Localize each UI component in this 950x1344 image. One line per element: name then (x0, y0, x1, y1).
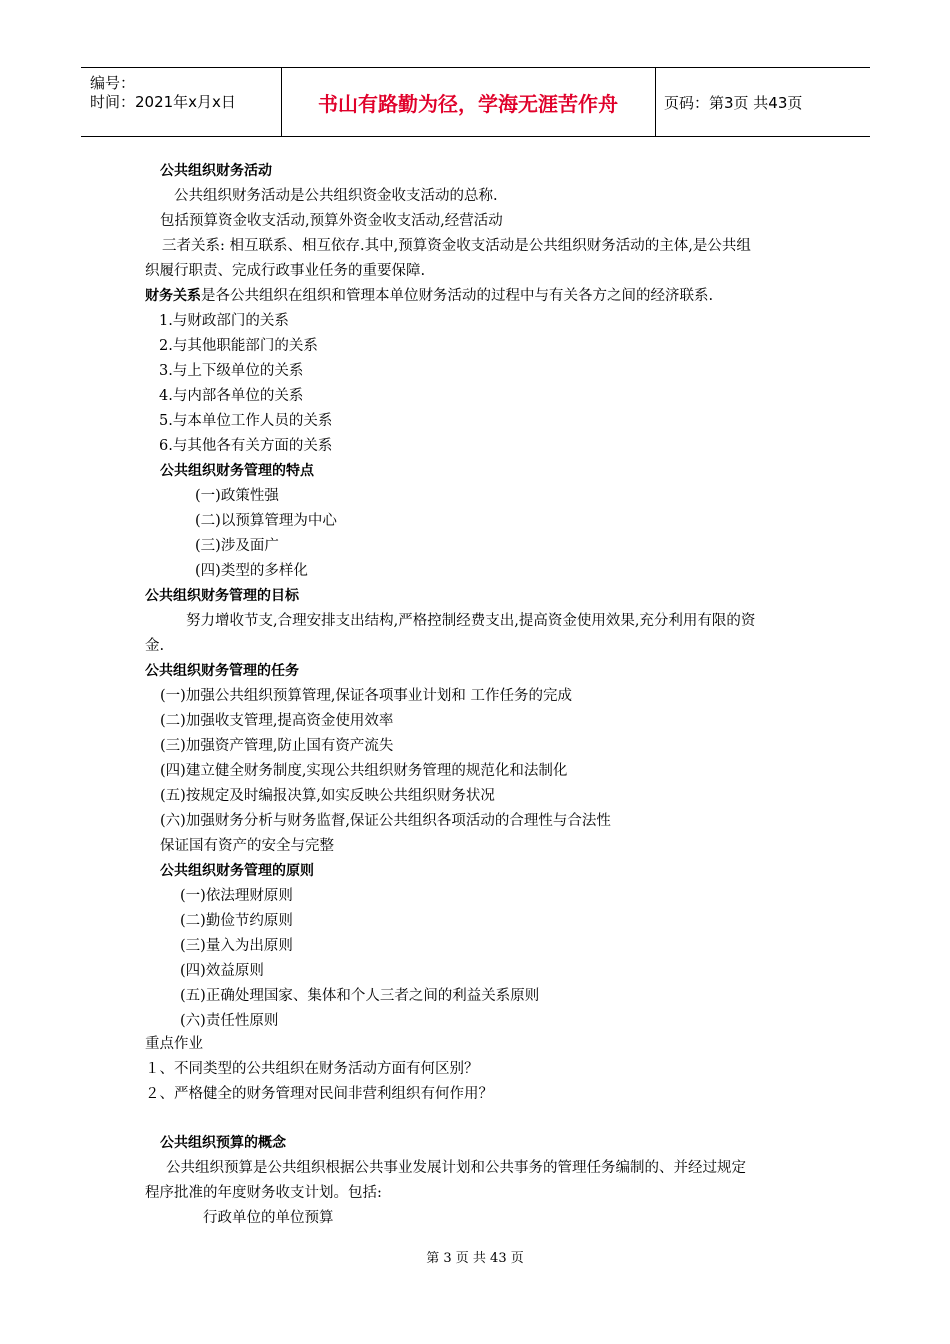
list-item: 5.与本单位工作人员的关系 (159, 413, 333, 429)
heading-tasks: 公共组织财务管理的任务 (145, 663, 299, 679)
list-item: (二)勤俭节约原则 (180, 913, 293, 929)
list-item: (四)建立健全财务制度,实现公共组织财务管理的规范化和法制化 (160, 763, 568, 779)
list-item: (一)加强公共组织预算管理,保证各项事业计划和 工作任务的完成 (160, 688, 573, 704)
heading-principles: 公共组织财务管理的原则 (160, 863, 314, 879)
paragraph-line: 保证国有资产的安全与完整 (160, 838, 334, 854)
heading-homework: 重点作业 (145, 1036, 203, 1052)
paragraph-line: 三者关系: 相互联系、相互依存.其中,预算资金收支活动是公共组织财务活动的主体,是公共组 (162, 238, 751, 254)
heading-characteristics: 公共组织财务管理的特点 (160, 463, 314, 479)
list-item: (四)效益原则 (180, 963, 264, 979)
number-label: 编号： (90, 74, 136, 92)
date-label: 时间：2021年x月x日 (90, 93, 236, 111)
list-item: (二)以预算管理为中心 (195, 513, 337, 529)
question-item: １、不同类型的公共组织在财务活动方面有何区别？ (145, 1061, 479, 1077)
list-item: (二)加强收支管理,提高资金使用效率 (160, 713, 394, 729)
list-item: (四)类型的多样化 (195, 563, 308, 579)
list-item: (三)涉及面广 (195, 538, 279, 554)
list-item: (六)加强财务分析与财务监督,保证公共组织各项活动的合理性与合法性 (160, 813, 611, 829)
header-motto: 书山有路勤为径，学海无涯苦作舟 (281, 68, 656, 136)
page-header (81, 67, 870, 137)
page-footer: 第 3 页 共 43 页 (426, 1251, 524, 1266)
list-item: 6.与其他各有关方面的关系 (159, 438, 333, 454)
paragraph-line: 织履行职责、完成行政事业任务的重要保障. (145, 263, 426, 279)
list-item: 行政单位的单位预算 (203, 1210, 334, 1226)
list-item: (一)政策性强 (195, 488, 279, 504)
question-item: ２、严格健全的财务管理对民间非营利组织有何作用？ (145, 1086, 493, 1102)
paragraph-line: 努力增收节支,合理安排支出结构,严格控制经费支出,提高资金使用效果,充分利用有限的资 (186, 613, 756, 629)
list-item: 3.与上下级单位的关系 (159, 363, 304, 379)
header-meta (81, 68, 282, 136)
list-item: (五)按规定及时编报决算,如实反映公共组织财务状况 (160, 788, 495, 804)
heading-financial-activity: 公共组织财务活动 (160, 163, 272, 179)
list-item: 2.与其他职能部门的关系 (159, 338, 318, 354)
paragraph-line: 金. (145, 638, 165, 654)
list-item: (一)依法理财原则 (180, 888, 293, 904)
list-item: (六)责任性原则 (180, 1013, 279, 1029)
paragraph-line: 公共组织财务活动是公共组织资金收支活动的总称. (174, 188, 498, 204)
list-item: 1.与财政部门的关系 (159, 313, 289, 329)
list-item: (三)量入为出原则 (180, 938, 293, 954)
paragraph-line: 包括预算资金收支活动,预算外资金收支活动,经营活动 (160, 213, 503, 229)
heading-goals: 公共组织财务管理的目标 (145, 588, 299, 604)
paragraph-line: 公共组织预算是公共组织根据公共事业发展计划和公共事务的管理任务编制的、并经过规定 (166, 1160, 746, 1176)
list-item: (五)正确处理国家、集体和个人三者之间的利益关系原则 (180, 988, 540, 1004)
header-page-info: 页码：第3页 共43页 (664, 94, 803, 112)
paragraph-line: 程序批准的年度财务收支计划。包括: (145, 1185, 382, 1201)
definition-text: 是各公共组织在组织和管理本单位财务活动的过程中与有关各方之间的经济联系. (201, 288, 714, 304)
paragraph-financial-relations (145, 286, 713, 306)
list-item: 4.与内部各单位的关系 (159, 388, 304, 404)
list-item: (三)加强资产管理,防止国有资产流失 (160, 738, 394, 754)
term-financial-relations: 财务关系 (145, 288, 201, 304)
heading-budget-concept: 公共组织预算的概念 (160, 1135, 286, 1151)
